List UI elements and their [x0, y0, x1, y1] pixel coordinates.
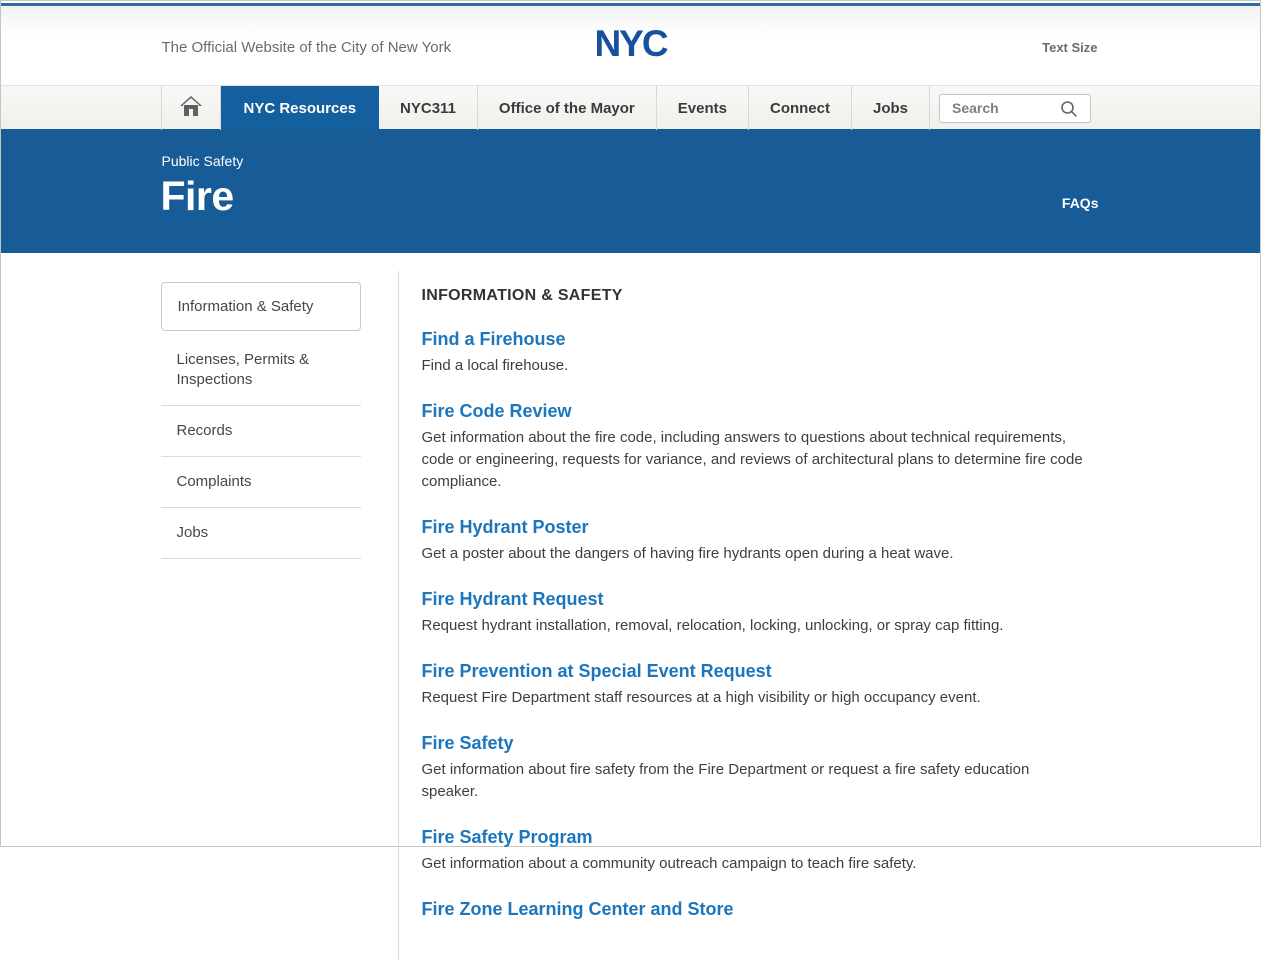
search-icon[interactable] — [1060, 100, 1078, 118]
nav-tab-jobs[interactable]: Jobs — [852, 86, 930, 130]
service-link-fire-safety[interactable]: Fire Safety — [421, 733, 514, 753]
official-site-tagline: The Official Website of the City of New York — [161, 39, 452, 56]
nav-tab-nyc311[interactable]: NYC311 — [379, 86, 478, 130]
nav-tab-office-of-the-mayor[interactable]: Office of the Mayor — [478, 86, 657, 130]
nav-tab-nyc-resources[interactable]: NYC Resources — [221, 86, 380, 130]
service-link-find-a-firehouse[interactable]: Find a Firehouse — [421, 329, 566, 349]
search-box — [939, 94, 1091, 123]
sidebar-item-complaints[interactable]: Complaints — [161, 457, 361, 508]
list-item — [422, 733, 1101, 803]
nav-tab-connect[interactable]: Connect — [749, 86, 852, 130]
list-item — [422, 827, 1101, 875]
page-title: Fire — [160, 173, 234, 219]
site-header — [1, 6, 1260, 85]
nav-tab-events[interactable]: Events — [657, 86, 749, 130]
list-item — [422, 401, 1101, 493]
service-link-fire-prevention-special-event[interactable]: Fire Prevention at Special Event Request — [421, 661, 772, 681]
service-description: Get information about the fire code, including answers to questions about technical requirements, code or engineering, requests for variance, and reviews of architectural plans to determine fire code compliance. — [421, 429, 1083, 490]
home-icon — [180, 96, 202, 121]
page-banner — [1, 129, 1260, 253]
list-item — [422, 899, 1101, 920]
service-link-fire-zone-learning-center[interactable]: Fire Zone Learning Center and Store — [421, 899, 734, 919]
sidebar-item-jobs[interactable]: Jobs — [161, 508, 361, 559]
home-nav-button[interactable] — [161, 86, 221, 130]
service-description: Get information about a community outreach campaign to teach fire safety. — [421, 855, 917, 872]
service-link-fire-code-review[interactable]: Fire Code Review — [421, 401, 572, 421]
list-item — [422, 329, 1101, 377]
list-item — [422, 661, 1101, 709]
text-size-control[interactable]: Text Size — [1042, 40, 1098, 55]
nyc-logo[interactable]: NYC — [594, 23, 667, 64]
service-description: Get a poster about the dangers of having fire hydrants open during a heat wave. — [421, 545, 954, 562]
list-item — [422, 589, 1101, 637]
primary-nav — [1, 85, 1260, 129]
faqs-link[interactable]: FAQs — [1061, 195, 1099, 211]
list-item — [422, 517, 1101, 565]
service-description: Request Fire Department staff resources at a high visibility or high occupancy event. — [421, 689, 981, 706]
service-link-fire-hydrant-request[interactable]: Fire Hydrant Request — [421, 589, 604, 609]
sidebar-item-licenses-permits-inspections[interactable]: Licenses, Permits & Inspections — [161, 335, 361, 406]
search-input[interactable] — [952, 100, 1062, 116]
service-description: Get information about fire safety from the Fire Department or request a fire safety education speaker. — [421, 761, 1030, 800]
service-link-fire-hydrant-poster[interactable]: Fire Hydrant Poster — [421, 517, 589, 537]
service-link-fire-safety-program[interactable]: Fire Safety Program — [421, 827, 593, 847]
service-description: Find a local firehouse. — [421, 357, 569, 374]
section-sidebar — [161, 271, 361, 960]
service-description: Request hydrant installation, removal, relocation, locking, unlocking, or spray cap fitting. — [421, 617, 1004, 634]
category-eyebrow: Public Safety — [161, 153, 244, 169]
sidebar-item-information-safety[interactable]: Information & Safety — [161, 282, 361, 331]
sidebar-item-records[interactable]: Records — [161, 406, 361, 457]
section-heading: INFORMATION & SAFETY — [421, 287, 623, 304]
services-list — [398, 271, 1101, 960]
